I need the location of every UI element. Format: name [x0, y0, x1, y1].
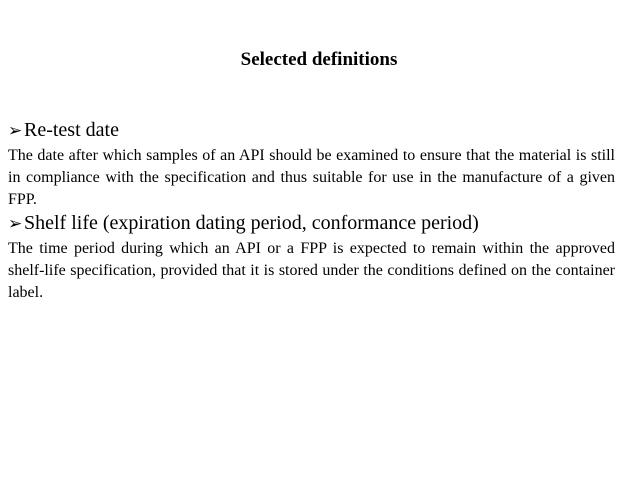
definition-heading	[8, 211, 615, 236]
slide-title: Selected definitions	[240, 49, 398, 70]
definition-retest-date	[8, 118, 615, 211]
definition-term: Re-test date	[24, 119, 119, 141]
definition-text: The date after which samples of an API should be examined to ensure that the material is still in compliance with the specification and thus suitable for use in the manufacture of a given FPP.	[8, 147, 615, 208]
definitions-list	[8, 118, 615, 304]
arrow-bullet-icon: ➢	[8, 121, 23, 141]
arrow-bullet-icon: ➢	[8, 214, 23, 234]
definition-text: The time period during which an API or a FPP is expected to remain within the approved shelf-life specification, provided that it is stored under the conditions defined on the container label.	[8, 240, 615, 301]
definition-term: Shelf life (expiration dating period, conformance period)	[24, 212, 479, 234]
definition-heading	[8, 118, 615, 143]
definition-shelf-life	[8, 211, 615, 304]
